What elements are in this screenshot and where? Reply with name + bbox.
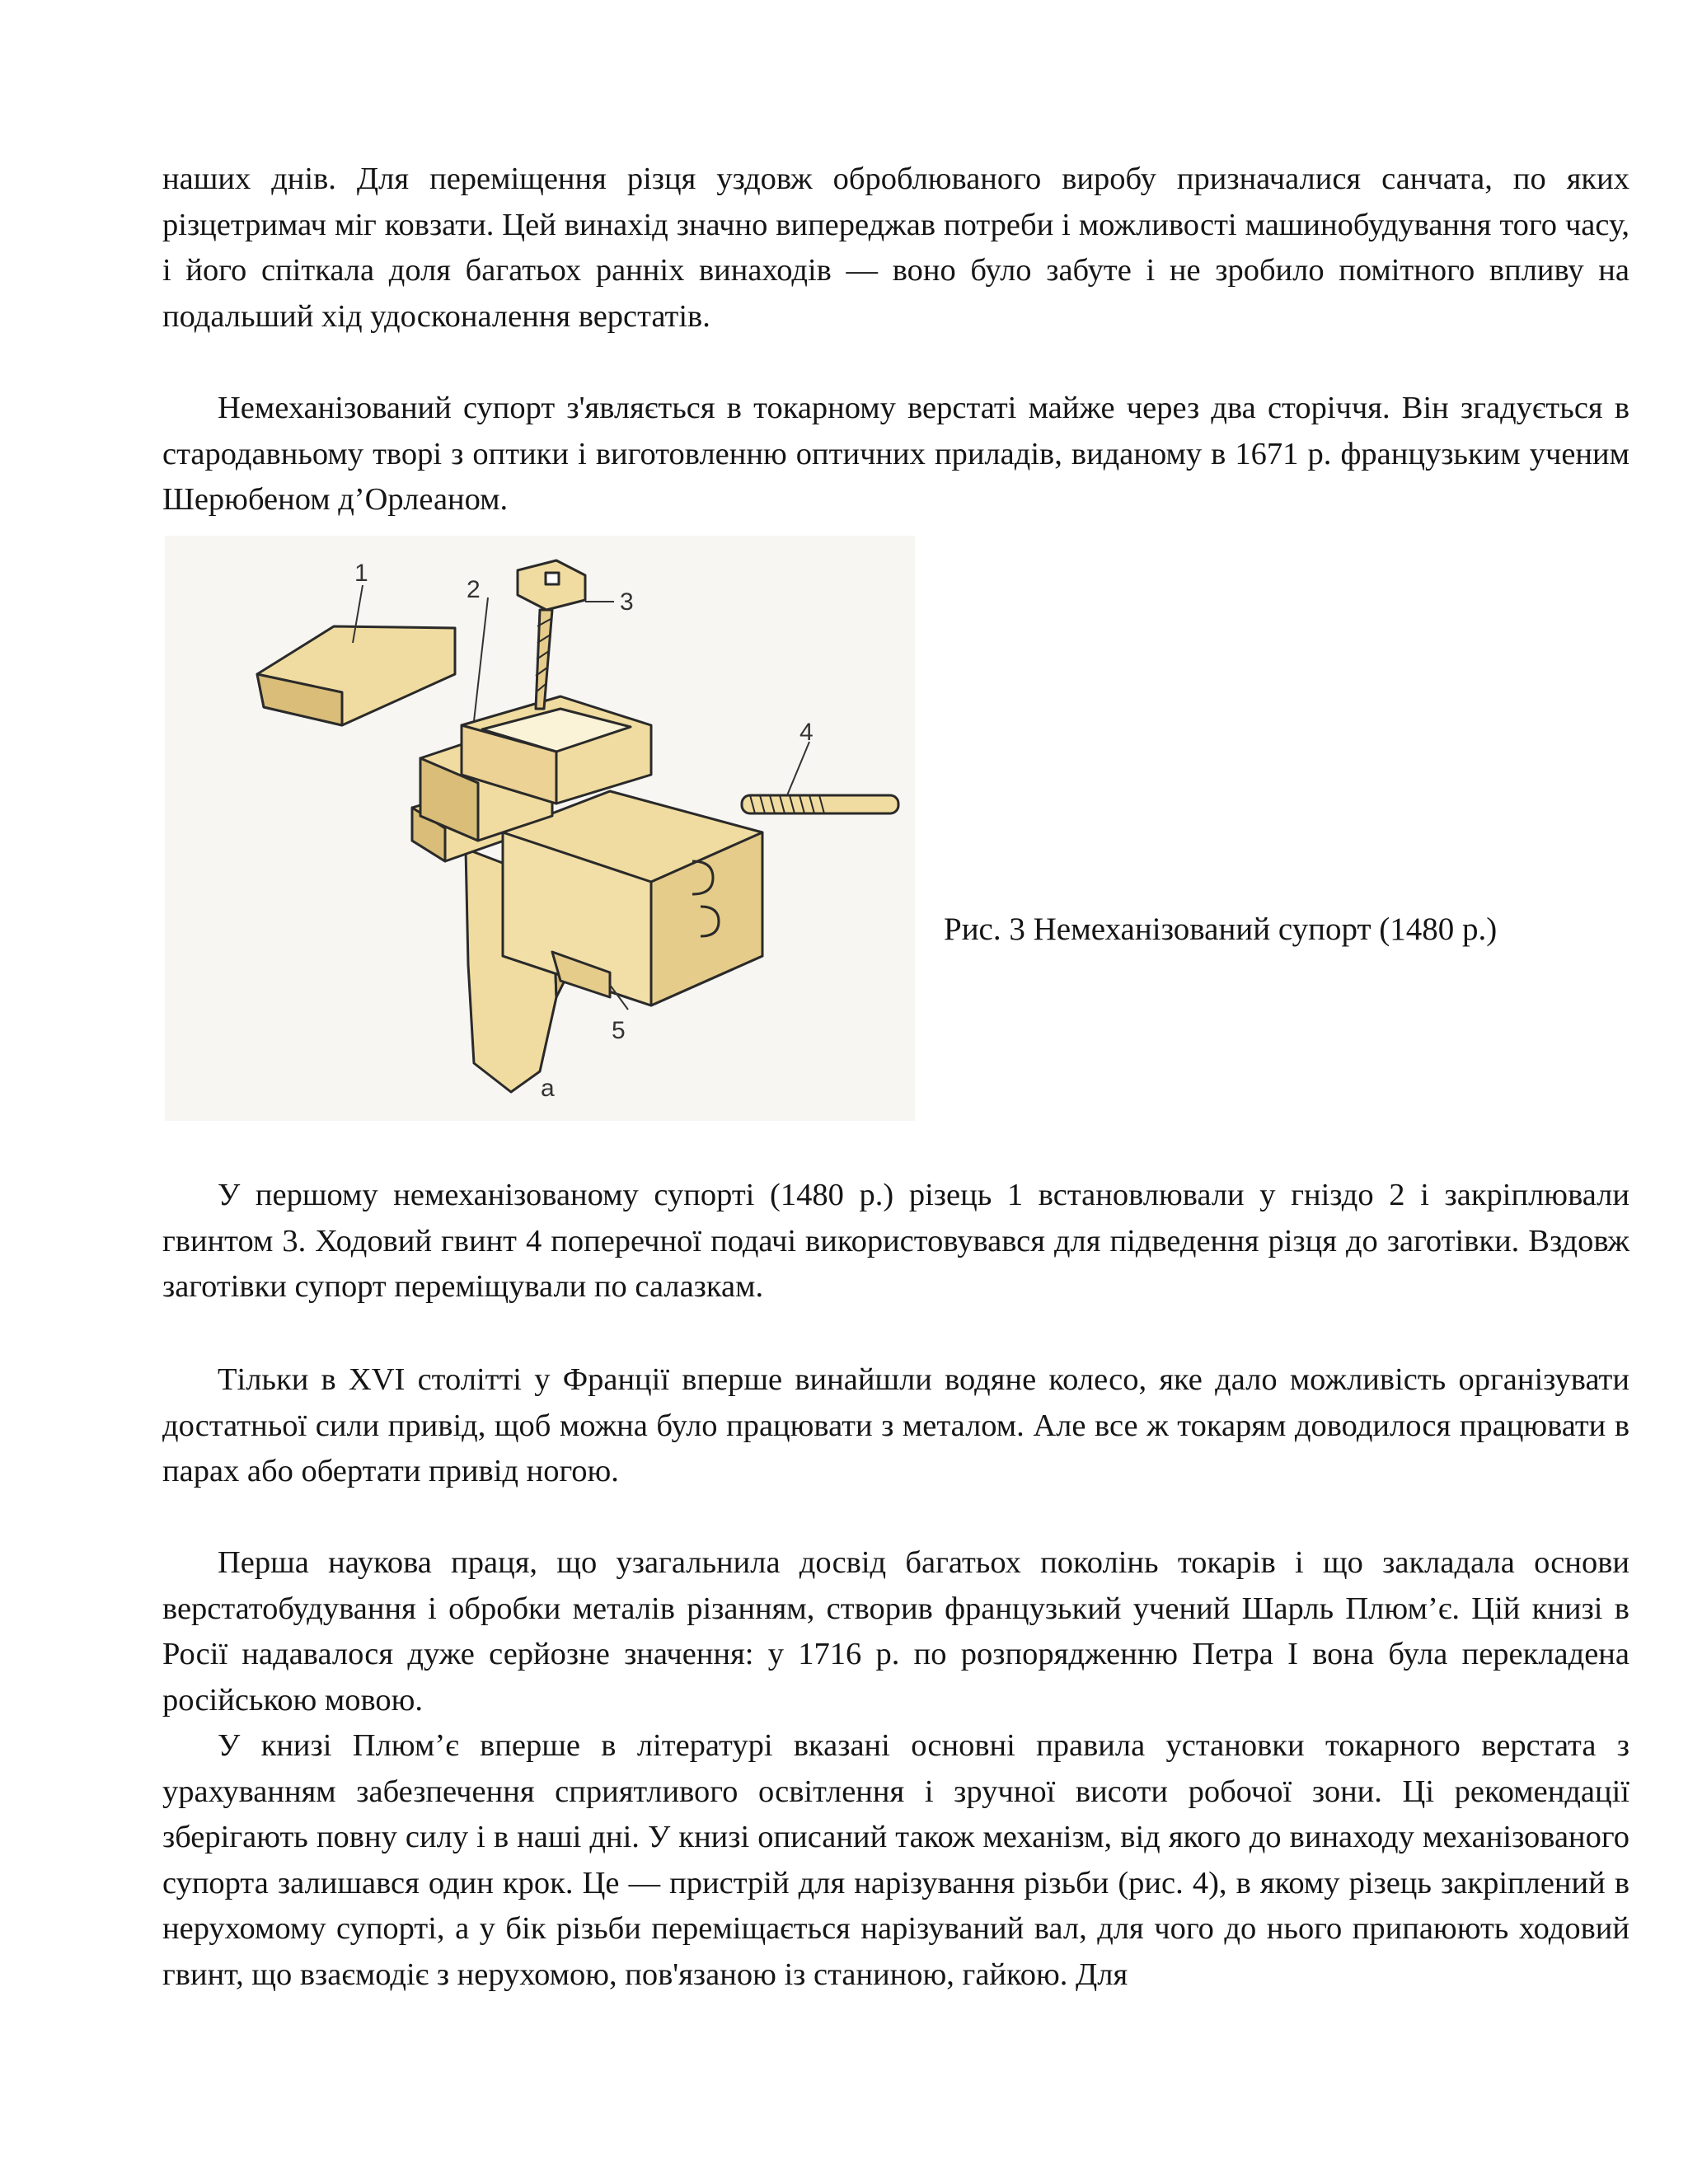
label-1: 1 [354,560,368,587]
label-sub-a: а [541,1075,555,1102]
paragraph-6: У книзі Плюм’є вперше в літературі вказані основні правила установки токарного верстата з урахуванням забезпечення сприятливого освітлення і зручної висоти робочої зони. Ці рекомендації зберігають повну силу і в наші дні. У книзі описаний також механізм, від якого до винаходу механізованого супорта залишався один крок. Це — пристрій для нарізування різьби (рис. 4), в якому різець закріплений в нерухомому супорті, а у бік різьби переміщається нарізуваний вал, для чого до нього припаюють ходовий гвинт, що взаємодіє з нерухомою, пов'язаною із станиною, гайкою. Для [162,1728,1629,1992]
support-drawing [165,536,915,1121]
figure-caption: Рис. 3 Немеханізований супорт (1480 р.) [944,912,1498,947]
figure-illustration [165,536,915,1121]
paragraph-1: наших днів. Для переміщення різця уздовж оброблюваного виробу призначалися санчата, по яких різцетримач міг ковзати. Цей винахід значно випереджав потреби і можливості машинобудування того часу, і його спіткала доля багатьох ранніх винаходів — воно було забуте і не зробило помітного впливу на подальший хід удосконалення верстатів. [162,162,1629,334]
label-3: 3 [620,588,634,616]
label-5: 5 [612,1017,626,1044]
label-2: 2 [467,576,481,603]
label-4: 4 [799,719,814,746]
paragraph-3: У першому немеханізованому супорті (1480 р.) різець 1 встановлювали у гніздо 2 і закріплювали гвинтом 3. Ходовий гвинт 4 поперечної подачі використовувався для підведення різця до заготівки. Вздовж заготівки супорт переміщували по салазкам. [162,1178,1629,1304]
paragraph-2: Немеханізований супорт з'являється в токарному верстаті майже через два сторіччя. Він згадується в стародавньому творі з оптики і виготовленню оптичних приладів, виданому в 1671 р. французьким ученим Шерюбеном д’Орлеаном. [162,391,1629,517]
paragraph-5: Перша наукова праця, що узагальнила досвід багатьох поколінь токарів і що закладала основи верстатобудування і обробки металів різанням, створив французький учений Шарль Плюм’є. Цій книзі в Росії надавалося дуже серйозне значення: у 1716 р. по розпорядженню Петра І вона була перекладена російською мовою. [162,1545,1629,1718]
paragraph-4: Тільки в XVI столітті у Франції вперше винайшли водяне колесо, яке дало можливість організувати достатньої сили привід, щоб можна було працювати з металом. Але все ж токарям доводилося працювати в парах або обертати привід ногою. [162,1362,1629,1488]
